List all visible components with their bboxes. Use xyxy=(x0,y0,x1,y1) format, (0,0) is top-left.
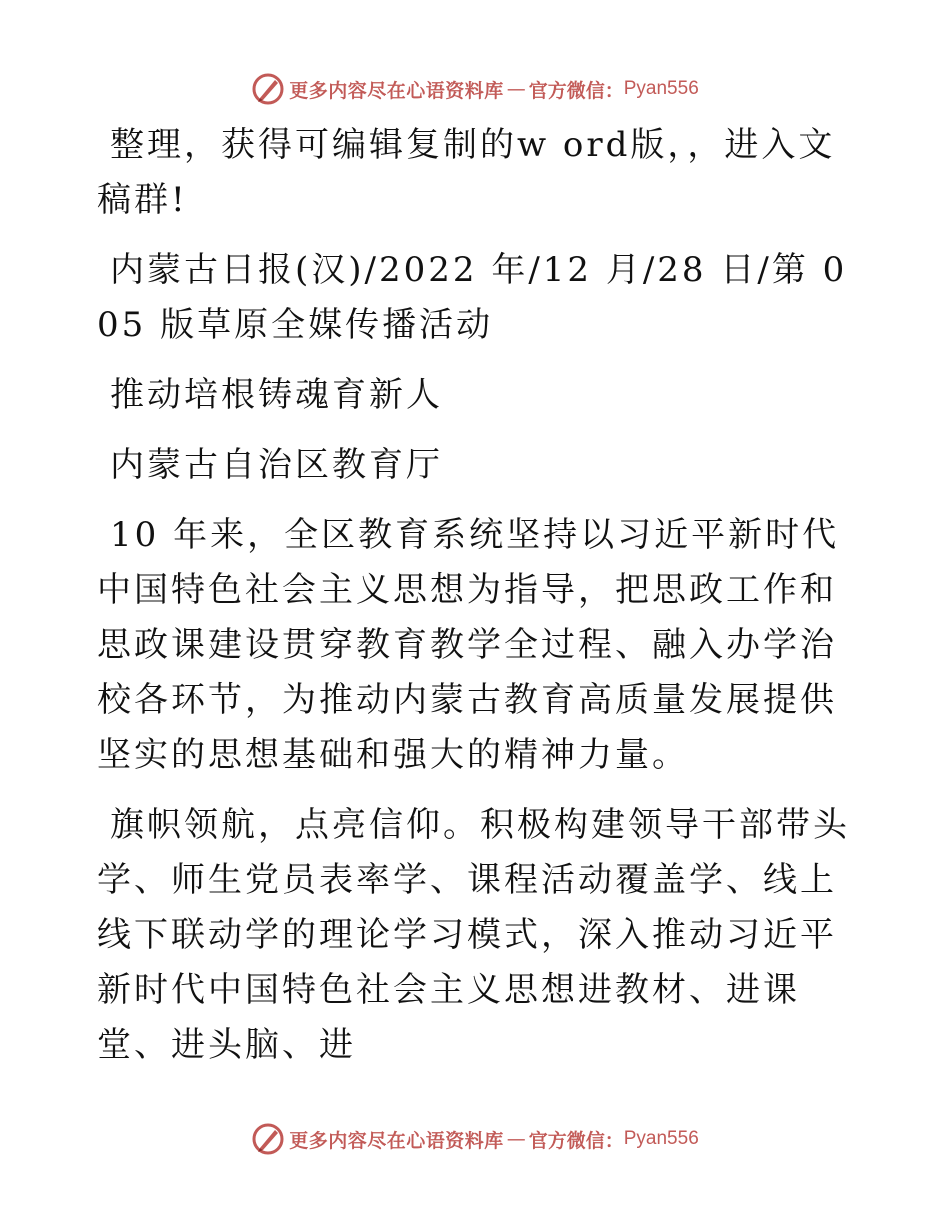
article-author: 内蒙古自治区教育厅 xyxy=(110,445,443,485)
body-paragraph: 旗帜领航，点亮信仰。积极构建领导干部带头学、师生党员表率学、课程活动覆盖学、线上线下联动学的理论学习模式，深入推动习近平新时代中国特色社会主义思想进教材、进课堂、进头脑、进 xyxy=(97,805,850,1065)
intro-paragraph: 整理，获得可编辑复制的w ord版，，进入文稿群! xyxy=(97,125,836,220)
header-watermark xyxy=(0,72,950,106)
quill-pen-logo-icon xyxy=(251,72,285,106)
watermark-wechat-label: 官方微信： xyxy=(528,79,624,102)
watermark-wechat-id: Pyan556 xyxy=(623,78,699,99)
watermark-wechat-id: Pyan556 xyxy=(623,1128,699,1149)
footer-watermark xyxy=(0,1122,950,1156)
watermark-text: 更多内容尽在心语资料库 xyxy=(289,1129,504,1152)
source-line: 内蒙古日报(汉)/2022 年/12 月/28 日/第 005 版草原全媒传播活动 xyxy=(97,250,848,345)
body-paragraph: 10 年来，全区教育系统坚持以习近平新时代中国特色社会主义思想为指导，把思政工作和思政课建设贯穿教育教学全过程、融入办学治校各环节，为推动内蒙古教育高质量发展提供坚实的思想基础和强大的精神力量。 xyxy=(97,515,840,775)
article-title: 推动培根铸魂育新人 xyxy=(110,375,443,415)
watermark-text: 更多内容尽在心语资料库 xyxy=(289,79,504,102)
document-body xyxy=(97,118,857,1088)
quill-pen-logo-icon xyxy=(251,1122,285,1156)
watermark-wechat-label: 官方微信： xyxy=(528,1129,624,1152)
watermark-separator: — xyxy=(506,78,526,100)
watermark-separator: — xyxy=(506,1128,526,1150)
